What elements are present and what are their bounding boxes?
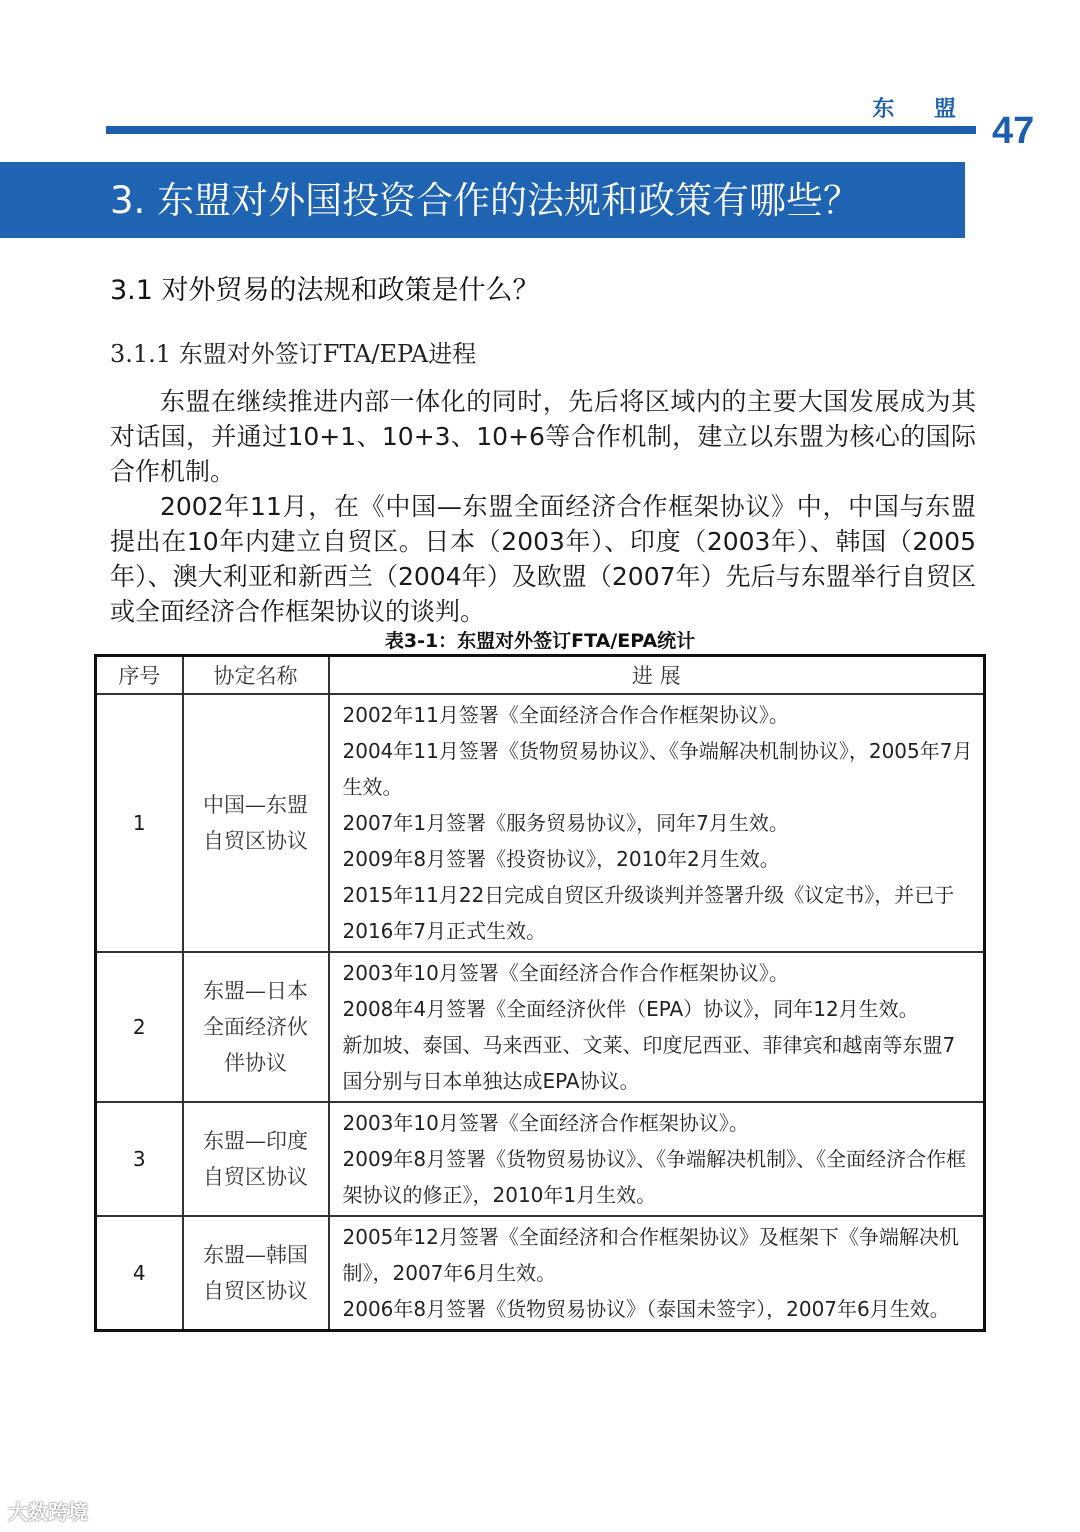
subsection-heading: 3.1.1 东盟对外签订FTA/EPA进程 xyxy=(110,340,477,368)
paragraph: 2002年11月，在《中国—东盟全面经济合作框架协议》中，中国与东盟提出在10年内建立自贸区。日本（2003年）、印度（2003年）、韩国（2005年）、澳大利亚和新西兰（2004年）及欧盟（2007年）先后与东盟举行自贸区或全面经济合作框架协议的谈判。 xyxy=(110,492,976,626)
progress-cell xyxy=(329,1102,985,1216)
body-text xyxy=(110,384,976,629)
progress-item: 2007年1月签署《服务贸易协议》，同年7月生效。 xyxy=(342,811,789,835)
progress-item: 2003年10月签署《全面经济合作框架协议》。 xyxy=(342,1111,749,1135)
agreement-name: 东盟—印度自贸区协议 xyxy=(183,1102,329,1216)
progress-item: 2015年11月22日完成自贸区升级谈判并签署升级《议定书》，并已于2016年7月正式生效。 xyxy=(342,883,955,943)
chapter-title: 3. 东盟对外国投资合作的法规和政策有哪些？ xyxy=(110,179,861,222)
watermark: 大数跨境 xyxy=(8,1500,88,1524)
progress-item: 新加坡、泰国、马来西亚、文莱、印度尼西亚、菲律宾和越南等东盟7国分别与日本单独达成EPA协议。 xyxy=(342,1033,956,1093)
table-header-row xyxy=(96,656,985,695)
section-heading: 3.1 对外贸易的法规和政策是什么？ xyxy=(110,275,540,306)
table-row xyxy=(96,1216,985,1331)
fta-table xyxy=(94,654,986,1332)
running-head: 东 盟 xyxy=(872,97,972,122)
row-number: 2 xyxy=(96,952,183,1102)
progress-cell xyxy=(329,952,985,1102)
header-name: 协定名称 xyxy=(183,656,329,695)
progress-item: 2005年12月签署《全面经济和合作框架协议》及框架下《争端解决机制》，2007年6月生效。 xyxy=(342,1225,959,1285)
paragraph: 东盟在继续推进内部一体化的同时，先后将区域内的主要大国发展成为其对话国，并通过10+1、10+3、10+6等合作机制，建立以东盟为核心的国际合作机制。 xyxy=(110,387,976,486)
header-progress: 进 展 xyxy=(329,656,985,695)
progress-item: 2009年8月签署《货物贸易协议》、《争端解决机制》、《全面经济合作框架协议的修正》，2010年1月生效。 xyxy=(342,1147,967,1207)
row-number: 3 xyxy=(96,1102,183,1216)
table-row xyxy=(96,694,985,952)
agreement-name: 东盟—日本全面经济伙伴协议 xyxy=(183,952,329,1102)
row-number: 1 xyxy=(96,694,183,952)
progress-item: 2008年4月签署《全面经济伙伴（EPA）协议》，同年12月生效。 xyxy=(342,997,919,1021)
progress-item: 2004年11月签署《货物贸易协议》、《争端解决机制协议》，2005年7月生效。 xyxy=(342,739,973,799)
header-no: 序号 xyxy=(96,656,183,695)
table-row xyxy=(96,1102,985,1216)
page-number: 47 xyxy=(992,110,1035,152)
row-number: 4 xyxy=(96,1216,183,1331)
progress-item: 2009年8月签署《投资协议》，2010年2月生效。 xyxy=(342,847,780,871)
progress-item: 2006年8月签署《货物贸易协议》（泰国未签字），2007年6月生效。 xyxy=(342,1297,950,1321)
progress-cell xyxy=(329,694,985,952)
table-caption: 表3-1：东盟对外签订FTA/EPA统计 xyxy=(384,630,696,652)
table-row xyxy=(96,952,985,1102)
progress-item: 2003年10月签署《全面经济合作合作框架协议》。 xyxy=(342,961,789,985)
progress-cell xyxy=(329,1216,985,1331)
agreement-name: 东盟—韩国自贸区协议 xyxy=(183,1216,329,1331)
header-rule xyxy=(106,126,976,134)
agreement-name: 中国—东盟自贸区协议 xyxy=(183,694,329,952)
progress-item: 2002年11月签署《全面经济合作合作框架协议》。 xyxy=(342,703,789,727)
